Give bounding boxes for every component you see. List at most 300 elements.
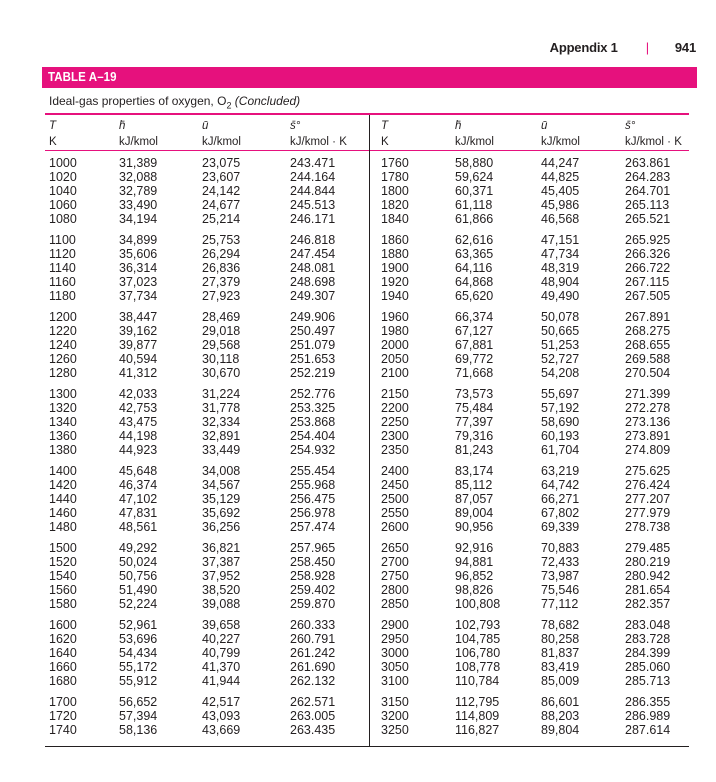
table-cell: 3050	[381, 660, 409, 674]
table-cell: 37,734	[119, 289, 158, 303]
table-cell: 1000	[49, 156, 77, 170]
table-cell: 245.513	[290, 198, 336, 212]
table-cell: 50,078	[541, 310, 580, 324]
table-cell: 70,883	[541, 541, 580, 555]
table-cell: 1640	[49, 646, 77, 660]
header-T-unit: K	[381, 136, 389, 148]
column-u-right	[541, 156, 579, 744]
table-cell: 102,793	[455, 618, 501, 632]
table-cell: 23,075	[202, 156, 241, 170]
table-cell: 42,517	[202, 695, 241, 709]
table-cell: 282.357	[625, 597, 671, 611]
table-cell: 2450	[381, 478, 409, 492]
row-group	[119, 464, 157, 534]
row-group	[381, 387, 409, 457]
table-cell: 64,116	[455, 261, 493, 275]
table-cell: 45,648	[119, 464, 158, 478]
row-group	[119, 618, 157, 688]
table-cell: 57,192	[541, 401, 580, 415]
row-group	[202, 387, 240, 457]
table-cell: 3150	[381, 695, 409, 709]
table-cell: 44,825	[541, 170, 580, 184]
table-cell: 40,227	[202, 632, 241, 646]
table-cell: 285.713	[625, 674, 671, 688]
table-cell: 41,312	[119, 366, 158, 380]
row-group	[455, 695, 500, 737]
table-cell: 277.979	[625, 506, 671, 520]
table-cell: 265.521	[625, 212, 671, 226]
table-cell: 265.925	[625, 233, 671, 247]
table-cell: 114,809	[455, 709, 500, 723]
table-cell: 1240	[49, 338, 77, 352]
table-cell: 63,219	[541, 464, 580, 478]
table-cell: 44,247	[541, 156, 580, 170]
row-group	[455, 464, 500, 534]
table-cell: 1160	[49, 275, 76, 289]
table-cell: 283.728	[625, 632, 671, 646]
row-group	[455, 541, 500, 611]
row-group	[119, 387, 157, 457]
table-cell: 85,009	[541, 674, 580, 688]
table-cell: 48,319	[541, 261, 580, 275]
table-cell: 258.928	[290, 569, 336, 583]
table-cell: 85,112	[455, 478, 493, 492]
table-cell: 42,033	[119, 387, 158, 401]
table-cell: 30,118	[202, 352, 240, 366]
table-cell: 32,334	[202, 415, 241, 429]
row-group	[49, 310, 77, 380]
table-cell: 2150	[381, 387, 409, 401]
table-cell: 274.809	[625, 443, 671, 457]
table-cell: 1320	[49, 401, 77, 415]
row-group	[119, 695, 157, 737]
header-s-right	[625, 118, 682, 150]
table-cell: 100,808	[455, 597, 501, 611]
table-cell: 272.278	[625, 401, 671, 415]
table-cell: 42,753	[119, 401, 158, 415]
table-cell: 67,881	[455, 338, 494, 352]
table-cell: 26,294	[202, 247, 241, 261]
table-cell: 251.653	[290, 352, 336, 366]
row-group	[290, 310, 335, 380]
table-cell: 253.325	[290, 401, 336, 415]
table-cell: 32,891	[202, 429, 241, 443]
table-cell: 75,546	[541, 583, 580, 597]
table-cell: 46,568	[541, 212, 580, 226]
table-cell: 1620	[49, 632, 77, 646]
table-cell: 64,868	[455, 275, 494, 289]
table-cell: 47,831	[119, 506, 158, 520]
header-s-symbol: s̄°	[625, 120, 636, 132]
row-group	[202, 618, 240, 688]
table-cell: 36,821	[202, 541, 241, 555]
table-cell: 116,827	[455, 723, 500, 737]
header-u-unit: kJ/kmol	[202, 136, 241, 148]
table-cell: 246.818	[290, 233, 336, 247]
table-cell: 1440	[49, 492, 77, 506]
table-cell: 1180	[49, 289, 76, 303]
row-group	[381, 310, 409, 380]
header-s-symbol: s̄°	[290, 120, 301, 132]
table-cell: 248.698	[290, 275, 336, 289]
table-cell: 1540	[49, 569, 77, 583]
table-cell: 1400	[49, 464, 77, 478]
table-cell: 244.844	[290, 184, 336, 198]
table-cell: 89,804	[541, 723, 580, 737]
table-cell: 1940	[381, 289, 409, 303]
table-cell: 50,665	[541, 324, 580, 338]
table-cell: 1720	[49, 709, 77, 723]
table-cell: 254.932	[290, 443, 336, 457]
table-cell: 1600	[49, 618, 77, 632]
table-cell: 2100	[381, 366, 409, 380]
row-group	[541, 618, 579, 688]
table-cell: 3100	[381, 674, 409, 688]
table-cell: 1840	[381, 212, 409, 226]
header-h	[119, 118, 158, 150]
subtitle-text: Ideal-gas properties of oxygen, O	[49, 94, 227, 108]
table-cell: 2050	[381, 352, 409, 366]
table-cell: 3250	[381, 723, 409, 737]
table-cell: 276.424	[625, 478, 671, 492]
table-cell: 263.005	[290, 709, 336, 723]
table-cell: 1460	[49, 506, 77, 520]
table-cell: 29,018	[202, 324, 241, 338]
table-cell: 258.450	[290, 555, 336, 569]
table-cell: 2000	[381, 338, 409, 352]
table-cell: 256.978	[290, 506, 336, 520]
table-cell: 260.333	[290, 618, 336, 632]
row-group	[625, 233, 670, 303]
table-cell: 43,475	[119, 415, 158, 429]
table-cell: 261.690	[290, 660, 336, 674]
table-cell: 47,734	[541, 247, 580, 261]
row-group	[202, 156, 240, 226]
table-cell: 284.399	[625, 646, 671, 660]
table-cell: 36,256	[202, 520, 241, 534]
table-cell: 88,203	[541, 709, 580, 723]
table-cell: 34,194	[119, 212, 158, 226]
row-group	[381, 695, 409, 737]
table-cell: 92,916	[455, 541, 494, 555]
table-cell: 41,370	[202, 660, 241, 674]
table-cell: 49,490	[541, 289, 580, 303]
table-cell: 3000	[381, 646, 409, 660]
table-cell: 41,944	[202, 674, 241, 688]
table-cell: 285.060	[625, 660, 671, 674]
table-cell: 1580	[49, 597, 77, 611]
row-group	[49, 541, 77, 611]
table-cell: 25,753	[202, 233, 241, 247]
table-cell: 30,670	[202, 366, 241, 380]
table-cell: 110,784	[455, 674, 500, 688]
row-group	[625, 156, 670, 226]
column-h	[119, 156, 157, 744]
table-cell: 37,387	[202, 555, 241, 569]
table-cell: 1780	[381, 170, 409, 184]
row-group	[202, 541, 240, 611]
header-h-right	[455, 118, 494, 150]
table-cell: 281.654	[625, 583, 671, 597]
table-cell: 262.571	[290, 695, 336, 709]
table-cell: 256.475	[290, 492, 336, 506]
table-cell: 66,271	[541, 492, 580, 506]
table-cell: 58,136	[119, 723, 158, 737]
column-s-right	[625, 156, 670, 744]
row-group	[455, 156, 500, 226]
table-cell: 26,836	[202, 261, 241, 275]
row-group	[625, 541, 670, 611]
row-group	[49, 156, 77, 226]
row-group	[49, 233, 77, 303]
column-u	[202, 156, 240, 744]
table-cell: 244.164	[290, 170, 336, 184]
table-cell: 40,799	[202, 646, 241, 660]
table-cell: 1980	[381, 324, 409, 338]
table-cell: 1340	[49, 415, 77, 429]
table-cell: 1560	[49, 583, 77, 597]
table-cell: 48,904	[541, 275, 580, 289]
table-cell: 269.588	[625, 352, 671, 366]
table-cell: 52,961	[119, 618, 158, 632]
table-cell: 2400	[381, 464, 409, 478]
table-cell: 72,433	[541, 555, 580, 569]
table-cell: 71,668	[455, 366, 494, 380]
table-cell: 1360	[49, 429, 77, 443]
table-cell: 273.891	[625, 429, 671, 443]
table-cell: 257.474	[290, 520, 336, 534]
table-cell: 257.965	[290, 541, 336, 555]
header-s-unit: kJ/kmol · K	[625, 136, 682, 148]
table-cell: 43,093	[202, 709, 241, 723]
table-cell: 268.655	[625, 338, 671, 352]
table-cell: 47,102	[119, 492, 158, 506]
header-h-unit: kJ/kmol	[455, 136, 494, 148]
table-cell: 43,669	[202, 723, 241, 737]
table-cell: 65,620	[455, 289, 494, 303]
table-cell: 277.207	[625, 492, 671, 506]
header-u	[202, 118, 241, 150]
table-cell: 77,397	[455, 415, 494, 429]
table-cell: 78,682	[541, 618, 580, 632]
table-cell: 55,912	[119, 674, 158, 688]
table-cell: 37,023	[119, 275, 158, 289]
table-cell: 104,785	[455, 632, 501, 646]
table-cell: 27,923	[202, 289, 241, 303]
table-cell: 246.171	[290, 212, 336, 226]
concluded-label: (Concluded)	[234, 94, 301, 108]
row-group	[541, 310, 579, 380]
table-subtitle	[49, 94, 300, 110]
row-group	[381, 233, 409, 303]
table-cell: 64,742	[541, 478, 580, 492]
header-u-symbol: ū	[541, 120, 548, 132]
row-group	[625, 618, 670, 688]
table-cell: 48,561	[119, 520, 158, 534]
row-group	[119, 541, 157, 611]
row-group	[541, 695, 579, 737]
table-cell: 2950	[381, 632, 409, 646]
table-cell: 89,004	[455, 506, 494, 520]
table-cell: 56,652	[119, 695, 158, 709]
table-cell: 1280	[49, 366, 77, 380]
table-cell: 278.738	[625, 520, 671, 534]
row-group	[541, 541, 579, 611]
table-cell: 280.942	[625, 569, 671, 583]
table-cell: 280.219	[625, 555, 671, 569]
row-group	[625, 695, 670, 737]
table-cell: 265.113	[625, 198, 670, 212]
row-group	[119, 310, 157, 380]
table-cell: 287.614	[625, 723, 671, 737]
table-cell: 40,594	[119, 352, 158, 366]
table-cell: 46,374	[119, 478, 158, 492]
header-T	[49, 118, 57, 150]
table-cell: 96,852	[455, 569, 494, 583]
row-group	[119, 156, 157, 226]
table-cell: 254.404	[290, 429, 336, 443]
column-s	[290, 156, 335, 744]
table-cell: 25,214	[202, 212, 241, 226]
table-cell: 1740	[49, 723, 77, 737]
table-cell: 90,956	[455, 520, 494, 534]
table-cell: 31,224	[202, 387, 241, 401]
table-cell: 2600	[381, 520, 409, 534]
table-cell: 31,389	[119, 156, 158, 170]
appendix-label: Appendix 1	[549, 40, 618, 55]
column-h-right	[455, 156, 500, 744]
table-cell: 3200	[381, 709, 409, 723]
table-cell: 32,088	[119, 170, 158, 184]
table-cell: 1800	[381, 184, 409, 198]
table-cell: 255.968	[290, 478, 336, 492]
table-cell: 255.454	[290, 464, 336, 478]
table-id: TABLE A–19	[48, 70, 117, 84]
table-cell: 51,253	[541, 338, 580, 352]
header-T-unit: K	[49, 136, 57, 148]
header-T-right	[381, 118, 389, 150]
table-cell: 112,795	[455, 695, 500, 709]
table-cell: 47,151	[541, 233, 580, 247]
table-cell: 39,658	[202, 618, 241, 632]
table-cell: 2750	[381, 569, 409, 583]
table-cell: 52,224	[119, 597, 158, 611]
table-cell: 1220	[49, 324, 77, 338]
table-cell: 66,374	[455, 310, 494, 324]
table-cell: 69,339	[541, 520, 580, 534]
table-cell: 1680	[49, 674, 77, 688]
table-cell: 23,607	[202, 170, 241, 184]
table-cell: 73,987	[541, 569, 580, 583]
row-group	[625, 387, 670, 457]
table-cell: 61,704	[541, 443, 580, 457]
header-rule	[45, 150, 689, 151]
header-u-symbol: ū	[202, 120, 209, 132]
row-group	[541, 387, 579, 457]
row-group	[381, 156, 409, 226]
table-cell: 1300	[49, 387, 77, 401]
table-cell: 2500	[381, 492, 409, 506]
table-cell: 1100	[49, 233, 76, 247]
table-cell: 251.079	[290, 338, 336, 352]
table-cell: 83,174	[455, 464, 494, 478]
table-cell: 267.115	[625, 275, 670, 289]
table-cell: 283.048	[625, 618, 671, 632]
running-head-separator: |	[645, 40, 649, 55]
table-cell: 73,573	[455, 387, 494, 401]
table-cell: 1020	[49, 170, 77, 184]
row-group	[290, 464, 335, 534]
table-cell: 94,881	[455, 555, 494, 569]
table-cell: 29,568	[202, 338, 241, 352]
header-T-symbol: T	[49, 120, 57, 132]
table-cell: 250.497	[290, 324, 336, 338]
table-cell: 1900	[381, 261, 409, 275]
table-cell: 35,129	[202, 492, 241, 506]
table-cell: 45,986	[541, 198, 580, 212]
header-h-symbol: h̄	[119, 120, 126, 132]
header-s	[290, 118, 347, 150]
row-group	[541, 156, 579, 226]
table-cell: 87,057	[455, 492, 494, 506]
table-cell: 45,405	[541, 184, 580, 198]
table-cell: 50,024	[119, 555, 158, 569]
page-number: 941	[674, 40, 696, 55]
table-cell: 24,677	[202, 198, 241, 212]
table-cell: 55,172	[119, 660, 158, 674]
table-cell: 44,198	[119, 429, 158, 443]
table-cell: 86,601	[541, 695, 580, 709]
table-cell: 79,316	[455, 429, 494, 443]
column-T	[49, 156, 77, 744]
table-cell: 266.326	[625, 247, 671, 261]
row-group	[290, 387, 335, 457]
table-cell: 1060	[49, 198, 77, 212]
row-group	[202, 233, 240, 303]
table-cell: 1200	[49, 310, 77, 324]
table-banner	[42, 67, 697, 88]
table-cell: 53,696	[119, 632, 158, 646]
table-cell: 33,449	[202, 443, 241, 457]
table-cell: 67,127	[455, 324, 494, 338]
table-cell: 259.870	[290, 597, 336, 611]
table-cell: 1120	[49, 247, 76, 261]
table-cell: 106,780	[455, 646, 501, 660]
table-cell: 38,520	[202, 583, 241, 597]
table-cell: 2200	[381, 401, 409, 415]
row-group	[455, 618, 500, 688]
table-cell: 247.454	[290, 247, 336, 261]
table-cell: 38,447	[119, 310, 158, 324]
table-cell: 31,778	[202, 401, 241, 415]
table-cell: 98,826	[455, 583, 494, 597]
table-cell: 259.402	[290, 583, 336, 597]
table-cell: 54,208	[541, 366, 580, 380]
row-group	[455, 233, 500, 303]
row-group	[202, 310, 240, 380]
table-cell: 267.891	[625, 310, 671, 324]
row-group	[290, 541, 335, 611]
row-group	[202, 464, 240, 534]
table-cell: 51,490	[119, 583, 158, 597]
table-cell: 1960	[381, 310, 409, 324]
row-group	[455, 310, 500, 380]
table-cell: 60,193	[541, 429, 580, 443]
row-group	[49, 387, 77, 457]
row-group	[119, 233, 157, 303]
table-cell: 80,258	[541, 632, 580, 646]
table-cell: 34,899	[119, 233, 158, 247]
